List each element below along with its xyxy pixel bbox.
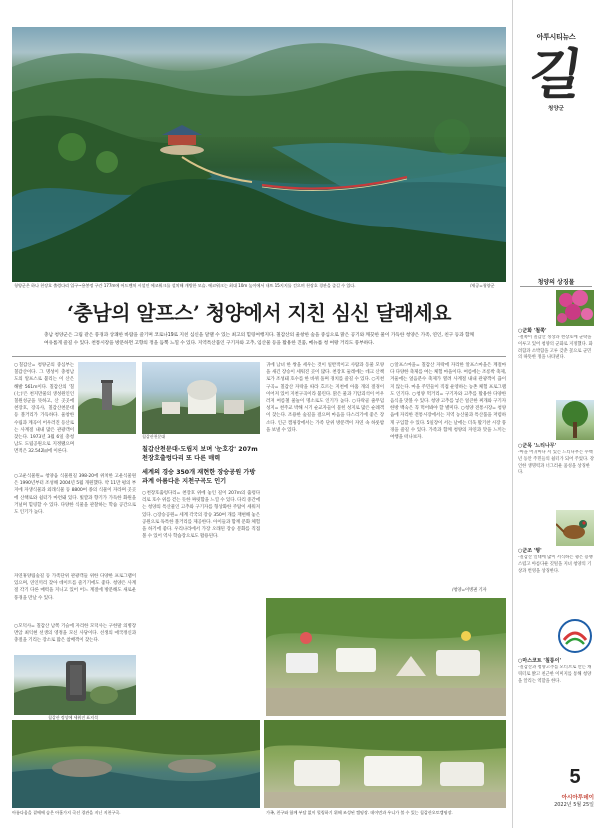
section-divider [12,356,506,357]
mascot-logo [556,616,594,656]
sidebar-item-4-text: -칠갑산과 청양고추를 모티브로 만든 캐릭터로 밝고 친근한 이미지를 통해 청양을 알리는 역할을 한다. [518,665,592,684]
sidebar-item-3-name: ○군조 '꿩' [518,548,542,554]
col1-text-3: 자연휴양림숲길 등 가족단위 관광객들 위한 다양한 프로그램이 있으며, 연인끼리 찾아 데이트를 즐기기에도 좋다. 청양은 사계절 각기 다른 매력을 지니고 있어 어느 계절에 방문해도 새로운 풍경을 만날 수 있다. [14,574,136,601]
col4-credit: /청양=이병권 기자 [452,588,487,593]
chilgapsan-summit-photo [78,362,136,434]
publication-logo: 아투시티뉴스 [536,33,576,41]
main-photo-chunjangho [12,27,506,282]
pull-quote-1: 칠갑산천문대·도립지 보며 '눈호강' 207m 천장호출렁다리 또 다른 매력 [142,446,258,462]
col1-text-4: ○모덕사= 칠갑산 남쪽 기슭에 자리한 모덕사는 구한말 의병장 면암 최익현 선생의 영정을 모신 사당이다. 선생의 애국정신과 충절을 기리는 장소로 많은 참배객이 찾는다. [14,624,136,644]
col1-photo-caption: 칠갑산 정상에 세워진 표지석 [48,715,98,720]
bottom-left-caption: 아름다움을 곁에에 숨은 아홉가지 곡선 경관을 지닌 지천구곡. [12,810,121,815]
jicheon-valley-photo [12,720,260,808]
footer-date: 2022년 5월 25일 [554,802,594,808]
azalea-photo [556,290,594,326]
bottom-right-caption: 가족, 친구와 함께 부담 없이 힐링하기 위해 조성된 캠핑장. 데이먼과 우니가 볼 수 있는 칠갑산오토캠핑장. [266,810,453,815]
sidebar-item-1-name: ○군화 '철쭉' [518,328,547,334]
sidebar-item-4-name: ○마스코트 '칠롱이' [518,658,561,664]
main-photo-credit: /제공=청양군 [470,283,495,288]
zelkova-photo [556,400,594,440]
campsite-photo [264,720,506,808]
col1-text-2: ○고운식물원= 청양읍 식물원길 398-20에 위치한 고운식물원은 1990년부터 조성해 2004년 5월 개원했다. 약 11만 평의 부지에 자생식물과 외래식물 등 8800여 종의 식물이 자라며 곳곳에 산책로와 쉼터가 마련돼 있다. 빛깔과 향기가 가득한 화원을 거닐며 힐링할 수 있다. 다양한 식물을 관찰하는 학습 공간으로도 인기가 높다. [14,474,136,516]
sidebar-item-2-name: ○군목 '느티나무' [518,443,557,449]
calligraphy-title: 길 [525,42,587,106]
chilgapsan-stone-photo [14,655,136,715]
observatory-photo [142,362,260,434]
pheasant-photo [556,510,594,546]
col1-text-1: ○칠갑산= 청양군의 중심부는 칠갑산이다. 그 명성이 충청남도의 알프스로 불리는 이 산은 해발 561m이다. 칠갑산의 '칠(七)'은 천지만물의 생성원인인 칠원성군을 뜻하고, 산 곳곳에 천장호, 장곡사, 칠갑산천문대 등 볼거리가 가득하다. 울창한 수림과 계곡이 어우러진 등산로는 사계절 내내 많은 관광객이 찾는다. 1973년 3월 6일 충청남도 도립공원으로 지정됐으며 면적은 32.542㎢에 이른다. [14,363,74,455]
col3-text: 귀에 남녀 한 쌍을 세우는 것이 일반적이고 사람과 동물 모양을 새긴 장승이 세워진 곳이 많다. 천장호 둘레에는 데크 산책로가 조성돼 호수를 한 바퀴 돌며 경치를 즐길 수 있다. ○지천구곡= 칠갑산 자락을 따라 흐르는 지천에 아홉 개의 절경이 이어져 있어 지천구곡이라 불린다. 맑은 물과 기암괴석이 어우러져 여름철 물놀이 명소로도 인기가 높다. ○다락골 줄무덤 성지= 천주교 박해 시기 순교자들이 묻힌 성지로 많은 순례객이 찾는다. 조용한 숲길을 걸으며 마음을 다스리기에 좋은 장소다. 인근 캠핑장에서는 가족 단위 방문객이 자연 속 하룻밤을 보낼 수 있다. [266,363,384,433]
col2-photo-caption: 칠갑산천문대 [142,434,166,439]
main-photo-caption: 청양군은 하나 천장호 출렁다리 입구~용봉정 구간 177m에 어드벤처 시설인 에코워크를 설치해 개방한 모습. 에코워크는 최대 10m 높이에서 내뜨 15지지를 걷으며 천장호 경관을 즐길 수 있다. [14,283,356,288]
lead-paragraph: 충남 청양군은 그림 같은 풍경과 상쾌한 바람을 즐기며 코로나19로 지친 심신을 달랠 수 있는 최고의 힐링여행지다. 칠갑산의 울창한 숲을 중심으로 맑은 공기와 깨끗한 물이 가득한 청양은 가족, 연인, 친구 등과 함께 여유롭게 즐길 수 있다. 천통시장을 방문하면 고향의 정을 듬뿍 느낄 수 있다. 지역특산품인 구기자와 고추, 임산물 등을 활용한 진품, 메뉴를 청 여왕 거리도 풍부하다. [44,333,474,346]
sidebar-item-3-text: -칠갑산 일대에 많이 서식하는 꿩은 용맹스럽고 아름다운 깃털을 지녀 청양의 기상과 번영을 상징한다. [518,555,593,574]
footer-publication: 아시아투데이 [561,795,594,801]
page-number: 5 [569,766,581,788]
sidebar-item-2-text: -마을 어귀마다 서 있는 느티나무는 수백 년 동안 주민들의 쉼터가 되어 주었다. 강인한 생명력과 너그러운 품성을 상징한다. [518,450,594,476]
sidebar-item-1-text: -철쭉이 칠갑산 정상과 천장호에 군락을 이루고 있어 청양의 군화로 지정했다. 화려함과 소박함을 고루 갖춘 꽃으로 군민의 따뜻한 정을 나타낸다. [518,335,593,361]
sidebar-title: 청양의 상징물 [537,279,575,286]
camping-photo [266,598,506,716]
county-name: 청양군 [548,106,564,112]
sidebar-divider [520,286,592,287]
col4-text: ○알프스마을= 칠갑산 자락에 자리한 알프스마을은 계절마다 다양한 축제를 여는 체험 마을이다. 여름에는 조롱박 축제, 겨울에는 얼음분수 축제가 열려 사계절 내내 관광객이 끊이지 않는다. 마을 주민들이 직접 운영하는 농촌 체험 프로그램도 인기다. ○청양 먹거리= 구기자와 고추를 활용한 다양한 음식을 맛볼 수 있다. 청양 고추를 넣은 얼큰한 찌개와 구기자 한방 백숙은 꼭 먹어봐야 할 별미다. ○청양 전통시장= 청양읍에 자리한 전통시장에서는 지역 농산물과 특산품을 저렴하게 구입할 수 있다. 5일장이 서는 날에는 더욱 활기찬 시장 풍경을 즐길 수 있다. 가족과 함께 청양의 자연과 맛을 느끼는 여행을 떠나보자. [390,363,506,441]
pull-quote-2: 세계의 경승 350개 재현한 장승공원 가방과계 아름다운 지천구곡도 인기 [142,469,256,485]
col2-text: ○천장호출렁다리= 천장호 위에 놓인 길이 207m의 출렁다리로 호수 위를 걷는 듯한 짜릿함을 느낄 수 있다. 다리 중간에는 청양의 특산물인 고추와 구기자를 형상화한 주탑이 세워져 있다. ○장승공원= 세계 각국의 장승 350여 개를 재현해 놓은 공원으로 독특한 볼거리를 제공한다. 아이들과 함께 문화 체험을 하기에 좋다. 우리나라에서 가장 오래된 장승 문화를 직접 볼 수 있어 역사 학습장으로도 활용된다. [142,491,260,540]
headline: ‘충남의 알프스’ 청양에서 지친 심신 달래세요 [67,301,451,325]
